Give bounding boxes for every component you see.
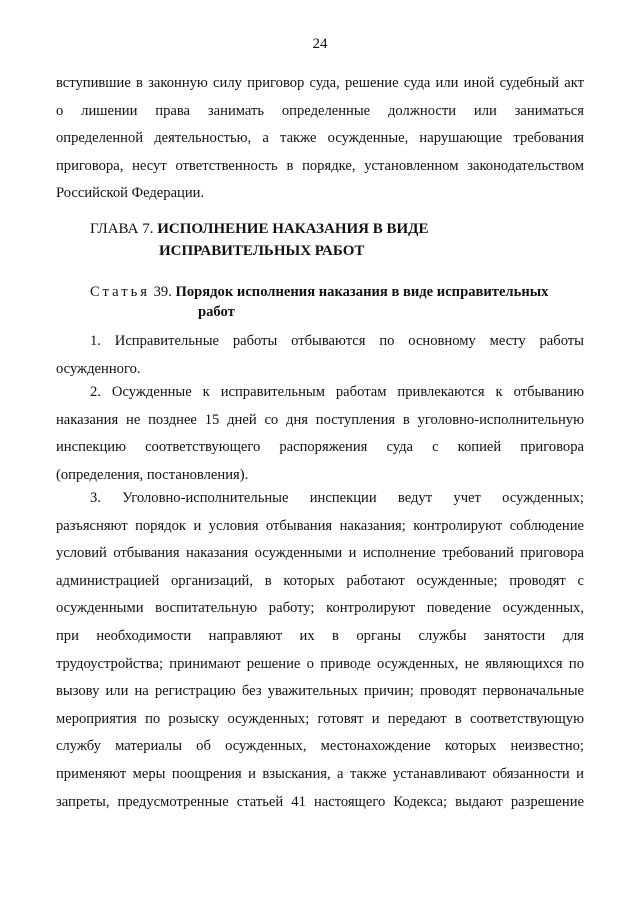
chapter-prefix: ГЛАВА 7. xyxy=(90,221,154,237)
text-line: запреты, предусмотренные статьей 41 настоящего Кодекса; выдают разрешение xyxy=(56,793,584,810)
intro-paragraph xyxy=(56,70,584,208)
article-title-line2: работ xyxy=(198,304,235,320)
chapter-heading xyxy=(90,218,570,262)
text-line: приговора, несут ответственность в порядке, установленном законодательством xyxy=(56,157,584,174)
article-number: 39. xyxy=(153,284,172,300)
text-line: инспекцию соответствующего распоряжения суда с копией приговора xyxy=(56,439,584,456)
text-line: наказания не позднее 15 дней со дня поступления в уголовно-исполнительную xyxy=(56,411,584,428)
chapter-title-line2: ИСПРАВИТЕЛЬНЫХ РАБОТ xyxy=(159,243,365,259)
text-line: вызову или на регистрацию без уважительных причин; проводят первоначальные xyxy=(56,683,584,700)
text-line: 2. Осужденные к исправительным работам привлекаются к отбыванию xyxy=(90,384,584,400)
paragraph-2 xyxy=(56,379,584,489)
text-line: о лишении права занимать определенные должности или заниматься xyxy=(56,102,584,119)
text-line: применяют меры поощрения и взыскания, а также устанавливают обязанности и xyxy=(56,765,584,782)
text-line: осужденного. xyxy=(56,360,141,377)
text-line: при необходимости направляют их в органы службы занятости для xyxy=(56,627,584,644)
chapter-title-line1: ИСПОЛНЕНИЕ НАКАЗАНИЯ В ВИДЕ xyxy=(157,221,429,237)
text-line: 1. Исправительные работы отбываются по основному месту работы xyxy=(90,333,584,349)
text-line: вступившие в законную силу приговор суда, решение суда или иной судебный акт xyxy=(56,75,584,91)
article-title-line1: Порядок исполнения наказания в виде исправительных xyxy=(175,284,549,300)
text-line: Российской Федерации. xyxy=(56,185,205,202)
text-line: (определения, постановления). xyxy=(56,466,249,483)
paragraph-3 xyxy=(56,485,584,816)
text-line: 3. Уголовно-исполнительные инспекции ведут учет осужденных; xyxy=(90,490,584,506)
text-line: мероприятия по розыску осужденных; готовят и передают в соответствующую xyxy=(56,710,584,727)
text-line: условий отбывания наказания осужденными и исполнение требований приговора xyxy=(56,545,584,562)
paragraph-1 xyxy=(56,328,584,383)
text-line: определенной деятельностью, а также осужденные, нарушающие требования xyxy=(56,130,584,147)
page-number: 24 xyxy=(312,36,328,52)
text-line: трудоустройства; принимают решение о приводе осужденных, не являющихся по xyxy=(56,655,584,672)
article-heading xyxy=(90,282,584,322)
text-line: осужденными воспитательную работу; контролируют поведение осужденных, xyxy=(56,600,584,617)
text-line: службу материалы об осужденных, местонахождение которых неизвестно; xyxy=(56,738,584,755)
article-label: Статья xyxy=(90,284,150,300)
text-line: администрацией организаций, в которых работают осужденные; проводят с xyxy=(56,572,584,589)
text-line: разъясняют порядок и условия отбывания наказания; контролируют соблюдение xyxy=(56,517,584,534)
